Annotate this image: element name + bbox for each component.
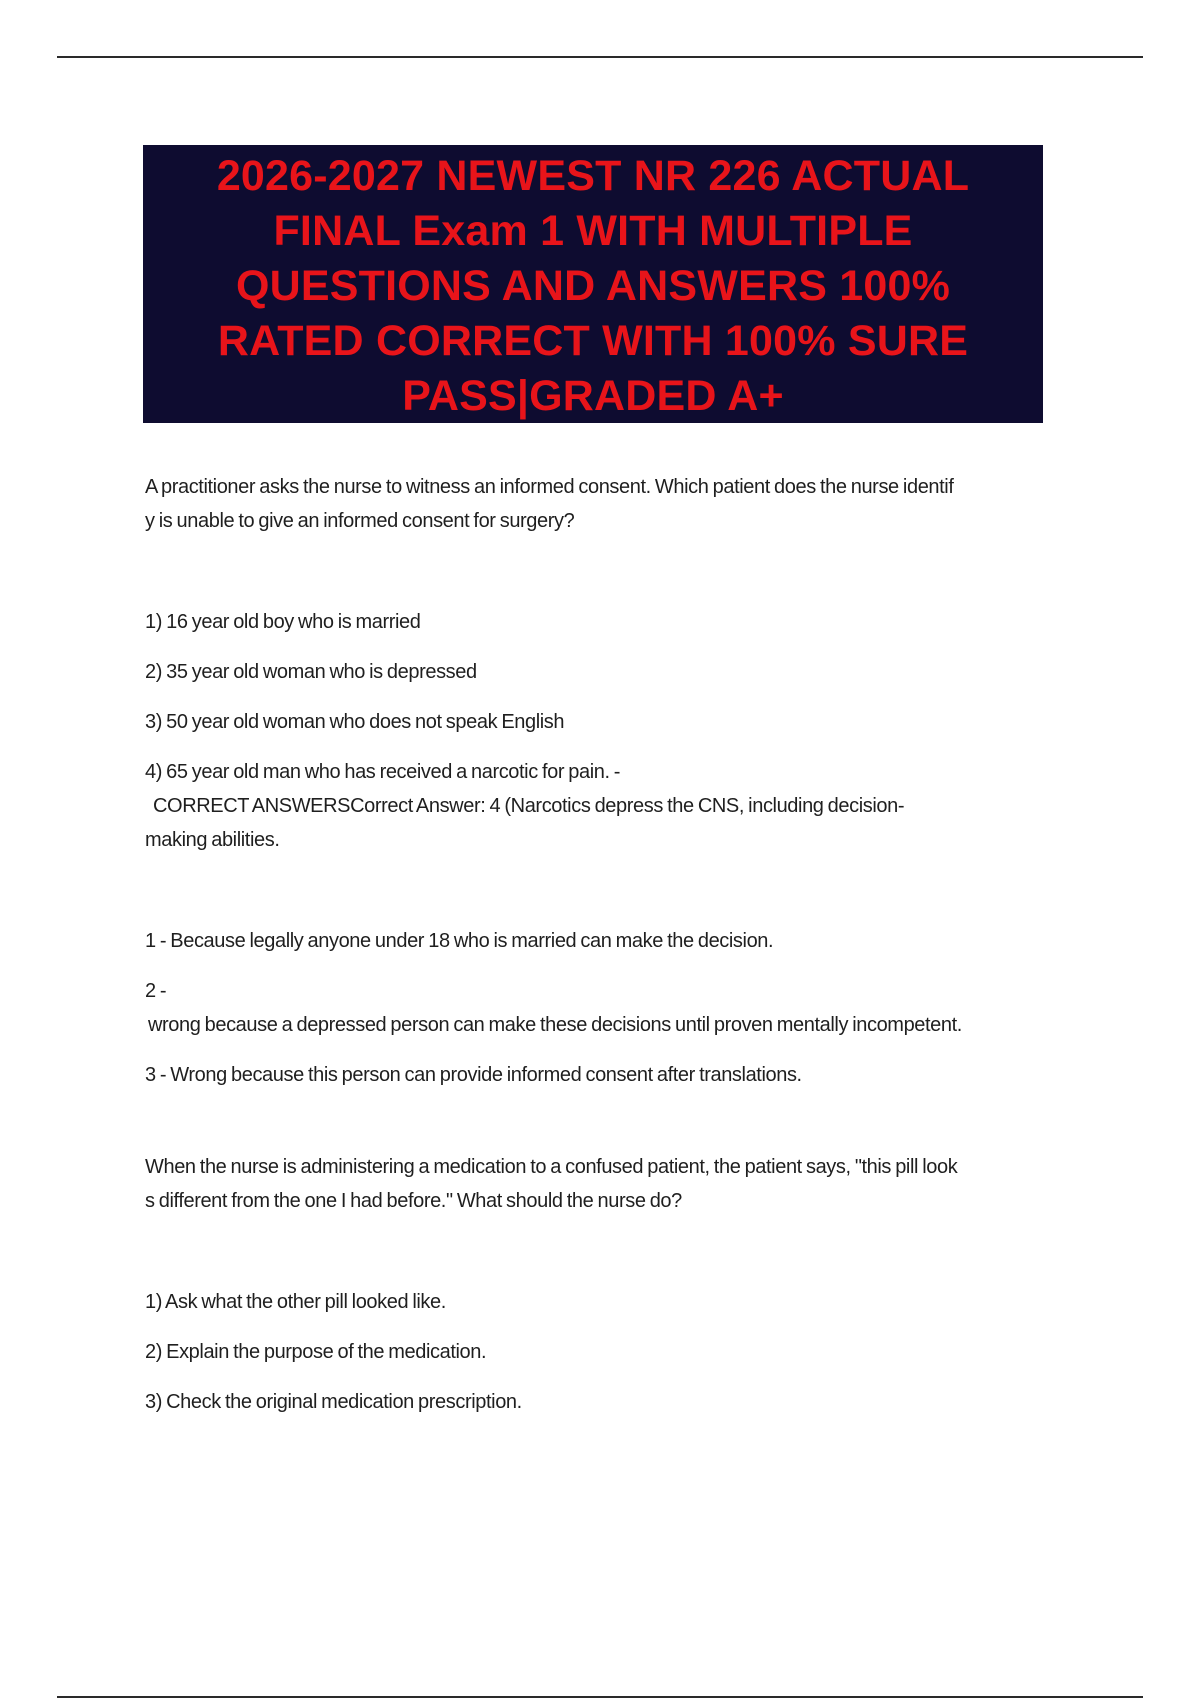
banner-line: RATED CORRECT WITH 100% SURE: [217, 317, 969, 365]
banner-line: 2026-2027 NEWEST NR 226 ACTUAL: [216, 152, 970, 200]
question-1-answer-line: making abilities.: [145, 829, 280, 851]
question-2-option: 1) Ask what the other pill looked like.: [145, 1291, 446, 1313]
question-2-text-line: s different from the one I had before." What should the nurse do?: [145, 1190, 682, 1212]
question-2-text-line: When the nurse is administering a medication to a confused patient, the patient says, "this pill look: [145, 1156, 958, 1178]
question-1-option: 1) 16 year old boy who is married: [145, 611, 421, 633]
bottom-rule: [57, 1696, 1143, 1698]
banner-line: PASS|GRADED A+: [402, 372, 784, 420]
question-2: [145, 1150, 1095, 1419]
rationale-line: 2 -: [145, 980, 167, 1002]
document-body: [145, 470, 1095, 1435]
rationale-line: wrong because a depressed person can make these decisions until proven mentally incompetent.: [148, 1014, 962, 1036]
question-1-option: 4) 65 year old man who has received a narcotic for pain. -: [145, 761, 621, 783]
top-rule: [57, 56, 1143, 58]
question-2-option: 3) Check the original medication prescription.: [145, 1391, 522, 1413]
question-1-option: 2) 35 year old woman who is depressed: [145, 661, 477, 683]
banner-line: QUESTIONS AND ANSWERS 100%: [235, 262, 951, 310]
question-1-text-line: A practitioner asks the nurse to witness an informed consent. Which patient does the nurse identif: [145, 476, 954, 498]
question-1-answer-line: CORRECT ANSWERSCorrect Answer: 4 (Narcotics depress the CNS, including decision-: [153, 795, 905, 817]
question-1-text-line: y is unable to give an informed consent for surgery?: [145, 510, 575, 532]
rationale-line: 3 - Wrong because this person can provide informed consent after translations.: [145, 1064, 802, 1086]
rationale-line: 1 - Because legally anyone under 18 who is married can make the decision.: [145, 930, 774, 952]
banner-line: FINAL Exam 1 WITH MULTIPLE: [273, 207, 913, 255]
question-1: [145, 470, 1095, 1092]
title-banner: [143, 145, 1043, 423]
question-2-option: 2) Explain the purpose of the medication.: [145, 1341, 487, 1363]
question-1-option: 3) 50 year old woman who does not speak English: [145, 711, 565, 733]
